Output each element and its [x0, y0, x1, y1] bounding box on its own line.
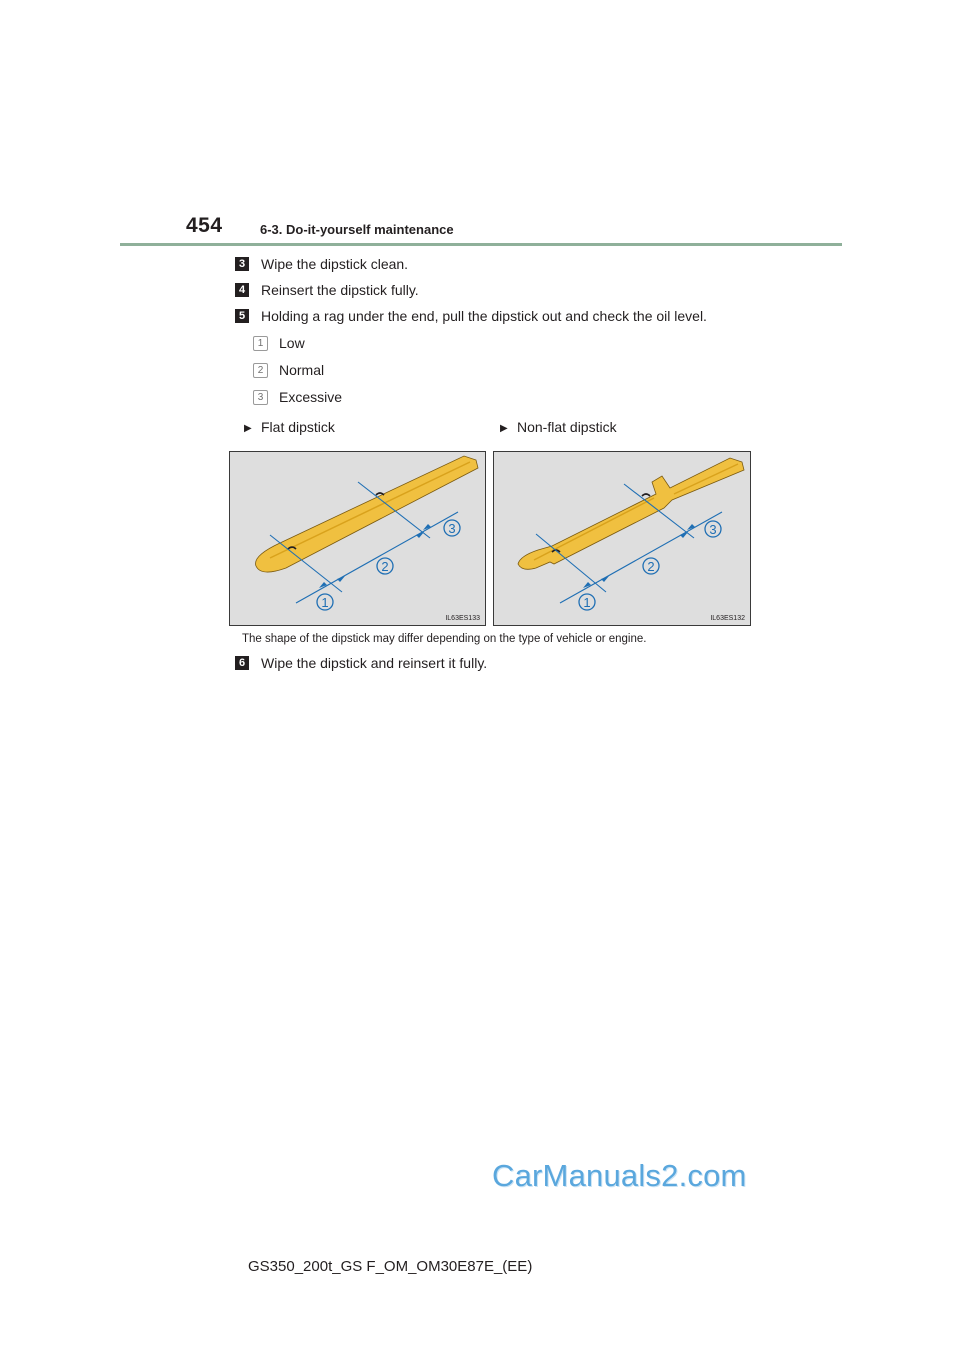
non-flat-dipstick-label: Non-flat dipstick: [517, 419, 617, 435]
callout-2-label: 2: [647, 559, 655, 574]
level-number-1: 1: [253, 336, 268, 351]
watermark-logo: CarManuals2.com: [492, 1158, 747, 1193]
triangle-bullet-icon: ▶: [244, 423, 252, 434]
flat-dipstick-label: Flat dipstick: [261, 419, 335, 435]
step-text-4: Reinsert the dipstick fully.: [261, 282, 419, 298]
level-label-excessive: Excessive: [279, 389, 343, 405]
non-flat-dipstick-figure: [493, 451, 751, 626]
callout-3-label: 3: [448, 521, 456, 536]
step-number-5: 5: [235, 309, 249, 323]
figure-code: IL63ES132: [710, 615, 745, 622]
non-flat-dipstick-illustration: [494, 452, 750, 625]
flat-dipstick-illustration: [230, 452, 485, 625]
page-number: 454: [186, 214, 223, 237]
footer-code: GS350_200t_GS F_OM_OM30E87E_(EE): [248, 1258, 533, 1275]
flat-dipstick-figure: [229, 451, 486, 626]
section-title: 6-3. Do-it-yourself maintenance: [260, 222, 454, 237]
step-number-3: 3: [235, 257, 249, 271]
level-label-low: Low: [279, 335, 305, 351]
callout-1-label: 1: [321, 595, 329, 610]
step-text-5: Holding a rag under the end, pull the dipstick out and check the oil level.: [261, 308, 707, 324]
level-number-2: 2: [253, 363, 268, 378]
level-number-3: 3: [253, 390, 268, 405]
figure-code: IL63ES133: [445, 615, 480, 622]
header-rule: [120, 243, 842, 246]
step-text-6: Wipe the dipstick and reinsert it fully.: [261, 655, 488, 671]
step-number-6: 6: [235, 656, 249, 670]
triangle-bullet-icon: ▶: [500, 423, 508, 434]
callout-2-label: 2: [381, 559, 389, 574]
step-text-3: Wipe the dipstick clean.: [261, 256, 409, 272]
callout-3-label: 3: [709, 522, 717, 537]
figure-caption: The shape of the dipstick may differ depending on the type of vehicle or engine.: [242, 633, 647, 645]
callout-1-label: 1: [583, 595, 591, 610]
step-number-4: 4: [235, 283, 249, 297]
level-label-normal: Normal: [279, 362, 325, 378]
